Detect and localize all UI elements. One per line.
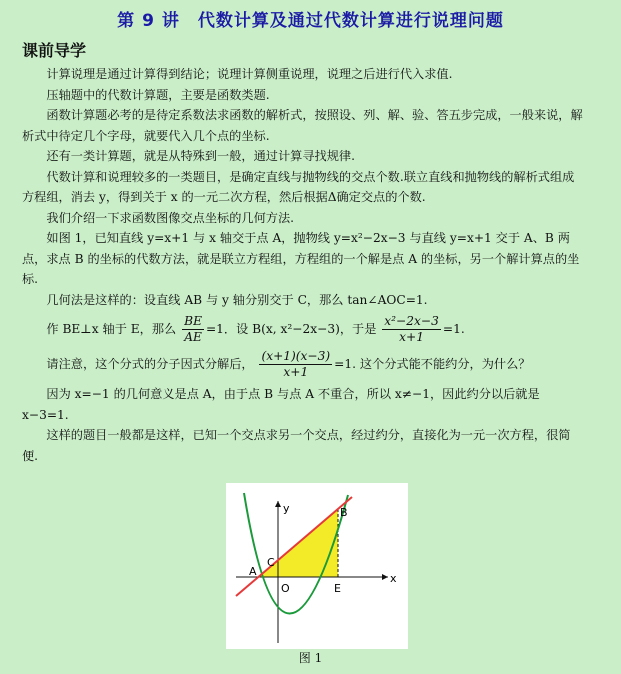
lecture-title: 代数计算及通过代数计算进行说理问题	[197, 11, 504, 31]
paragraph-4: 还有一类计算题，就是从特殊到一般，通过计算寻找规律.	[46, 149, 355, 163]
paragraph-9-part-c: =1.	[442, 322, 465, 336]
page-title	[0, 6, 621, 31]
fraction-denominator: x+1	[283, 365, 309, 379]
label-o: O	[281, 582, 290, 595]
paragraph-5: 代数计算和说理较多的一类题目，是确定直线与抛物线的交点个数.联立直线和抛物线的解析式组成方程组，消去 y，得到关于 x 的一元二次方程，然后根据Δ确定交点的个数.	[22, 169, 575, 204]
paragraph-6: 我们介绍一下求函数图像交点坐标的几何方法.	[46, 210, 295, 225]
paragraph-9-part-b: =1．设 B(x, x²−2x−3)，于是	[205, 322, 377, 336]
fraction-quadratic	[382, 314, 441, 345]
fraction-be-ae	[182, 314, 204, 345]
paragraph-11: 因为 x=−1 的几何意义是点 A，由于点 B 与点 A 不重合，所以 x≠−1，因此约分以后就是 x−3=1.	[22, 387, 540, 422]
fraction-numerator: (x+1)(x−3)	[261, 349, 331, 363]
x-axis-arrow	[382, 574, 388, 580]
paragraph-10-part-b: =1. 这个分式能不能约分，为什么？	[334, 357, 531, 371]
main-text	[22, 64, 584, 466]
paragraph-10	[22, 349, 584, 380]
label-b: B	[340, 506, 348, 519]
fraction-denominator: x+1	[399, 330, 424, 344]
lecture-number: 第 9 讲	[117, 11, 180, 31]
paragraph-8: 几何法是这样的：设直线 AB 与 y 轴分别交于 C，那么 tan∠AOC=1.	[46, 292, 428, 307]
label-y: y	[283, 502, 290, 515]
figure-graph	[226, 483, 408, 649]
fraction-factored	[259, 349, 332, 380]
fraction-numerator: BE	[184, 314, 202, 328]
figure-caption: 图 1	[298, 651, 323, 665]
label-a: A	[249, 565, 257, 578]
paragraph-12: 这样的题目一般都是这样，已知一个交点求另一个交点，经过约分，直接化为一元一次方程，很简便.	[22, 428, 571, 463]
paragraph-1: 计算说理是通过计算得到结论；说理计算侧重说理，说理之后进行代入求值.	[46, 67, 453, 81]
paragraph-2: 压轴题中的代数计算题，主要是函数类题.	[46, 87, 270, 102]
figure-1	[226, 483, 408, 649]
y-axis-arrow	[275, 501, 281, 507]
label-c: C	[267, 556, 275, 569]
paragraph-9-part-a: 作 BE⊥x 轴于 E，那么	[46, 322, 177, 336]
paragraph-9	[22, 314, 584, 345]
fraction-numerator: x²−2x−3	[384, 314, 439, 328]
label-x: x	[390, 572, 397, 585]
label-e: E	[334, 582, 341, 595]
paragraph-7: 如图 1，已知直线 y=x+1 与 x 轴交于点 A，抛物线 y=x²−2x−3 与直线 y=x+1 交于 A、B 两点，求点 B 的坐标的代数方法，就是联立方程组，方程组的一个解是点 A 的坐标，另一个解计算点的坐标.	[22, 231, 580, 286]
paragraph-10-part-a: 请注意，这个分式的分子因式分解后，	[46, 357, 254, 371]
paragraph-3: 函数计算题必考的是待定系数法求函数的解析式，按照设、列、解、验、答五步完成，一般来说，解析式中待定几个字母，就要代入几个点的坐标.	[22, 108, 583, 143]
section-heading: 课前导学	[22, 41, 87, 60]
fraction-denominator: AE	[184, 330, 202, 344]
